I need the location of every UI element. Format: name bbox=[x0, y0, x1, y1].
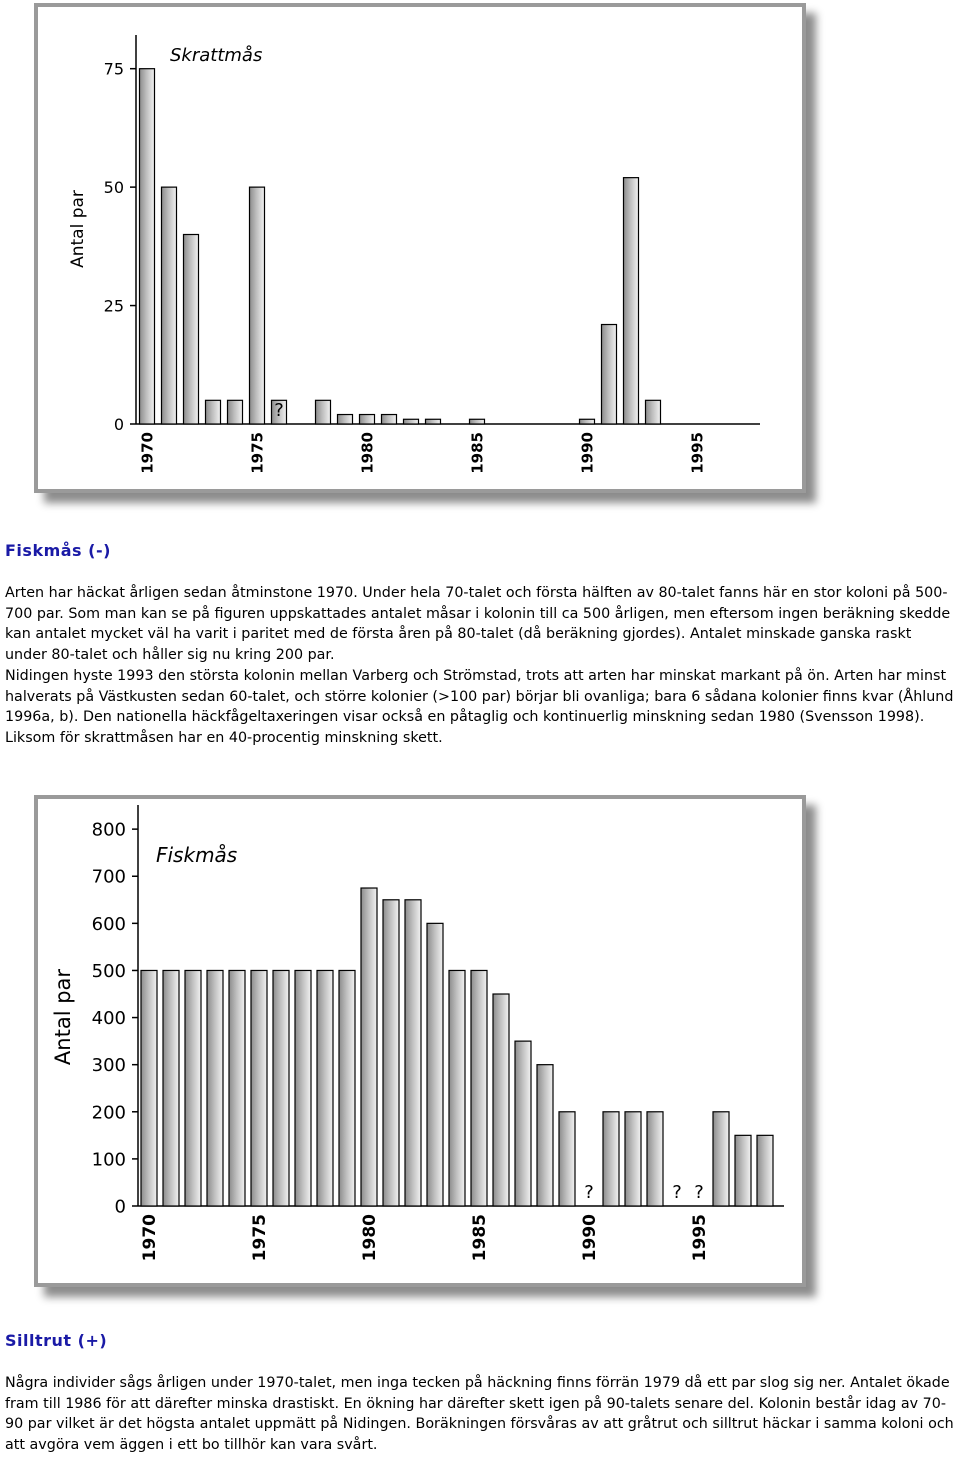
y-tick-label: 700 bbox=[91, 866, 126, 888]
bar bbox=[163, 970, 179, 1206]
x-tick-label: 1970 bbox=[140, 1214, 161, 1262]
bar bbox=[360, 415, 375, 424]
bar bbox=[470, 419, 485, 424]
x-tick-label: 1975 bbox=[248, 432, 267, 474]
unknown-value-marker: ? bbox=[584, 1182, 594, 1203]
x-tick-label: 1975 bbox=[250, 1214, 271, 1262]
fiskmas-chart bbox=[34, 795, 806, 1287]
bar bbox=[207, 970, 223, 1206]
bar bbox=[405, 900, 421, 1206]
bar bbox=[383, 900, 399, 1206]
y-tick-label: 200 bbox=[91, 1102, 126, 1124]
section-paragraph-fiskmas-1: Arten har häckat årligen sedan åtminstone 1970. Under hela 70-talet och första hälften av 80-talet fanns här en stor koloni på 500-700 par. Som man kan se på figuren uppskattades antalet måsar i kolonin till ca 500 årligen, men eftersom ingen beräkning skedde kan antalet mycket väl ha varit i paritet med de första åren på 80-talet (då beräkning gjordes). Antalet minskade ganska raskt under 80-talet och håller sig nu kring 200 par. bbox=[5, 585, 951, 663]
bar bbox=[295, 970, 311, 1206]
bar bbox=[646, 400, 661, 424]
bar bbox=[251, 970, 267, 1206]
x-tick-label: 1990 bbox=[580, 1214, 601, 1262]
bar bbox=[580, 419, 595, 424]
bar bbox=[404, 419, 419, 424]
bar bbox=[449, 970, 465, 1206]
bar bbox=[229, 970, 245, 1206]
bar bbox=[647, 1112, 663, 1206]
section-heading-fiskmas: Fiskmås (-) bbox=[5, 541, 111, 560]
y-axis-label: Antal par bbox=[68, 190, 88, 268]
bar bbox=[228, 400, 243, 424]
bar bbox=[361, 888, 377, 1206]
y-tick-label: 0 bbox=[114, 1196, 126, 1218]
skrattmas-chart-svg bbox=[38, 7, 802, 489]
x-tick-label: 1995 bbox=[688, 432, 707, 474]
bar bbox=[603, 1112, 619, 1206]
section-paragraph-silltrut-1: Några individer sågs årligen under 1970-talet, men inga tecken på häckning finns förrän 1979 då ett par slog sig ner. Antalet ökade fram till 1986 för att därefter minska drastiskt. En ökning har därefter skett igen på 90-talets senare del. Kolonin består idag av 70-90 par vilket är det högsta antalet uppmätt på Nidingen. Boräkningen försvåras av att gråtrut och silltrut häckar i samma koloni och att avgöra vem äggen i ett bo tillhör kan vara svårt. bbox=[5, 1375, 954, 1453]
bar bbox=[339, 970, 355, 1206]
bar bbox=[316, 400, 331, 424]
y-tick-label: 300 bbox=[91, 1055, 126, 1077]
bar bbox=[184, 235, 199, 425]
y-tick-label: 25 bbox=[103, 296, 124, 316]
bar bbox=[273, 970, 289, 1206]
bar bbox=[713, 1112, 729, 1206]
bar bbox=[537, 1065, 553, 1206]
y-tick-label: 50 bbox=[103, 177, 124, 197]
bar bbox=[426, 419, 441, 424]
unknown-value-marker: ? bbox=[672, 1182, 682, 1203]
bar bbox=[471, 970, 487, 1206]
chart-title: Skrattmås bbox=[170, 45, 263, 66]
section-heading-silltrut: Silltrut (+) bbox=[5, 1331, 108, 1350]
bar bbox=[185, 970, 201, 1206]
bar bbox=[602, 325, 617, 424]
bar bbox=[757, 1135, 773, 1206]
x-tick-label: 1985 bbox=[470, 1214, 491, 1262]
y-tick-label: 600 bbox=[91, 913, 126, 935]
y-tick-label: 400 bbox=[91, 1008, 126, 1030]
bar bbox=[625, 1112, 641, 1206]
x-tick-label: 1980 bbox=[358, 432, 377, 474]
bar bbox=[140, 69, 155, 424]
bar bbox=[624, 178, 639, 424]
bar bbox=[162, 187, 177, 424]
bar bbox=[141, 970, 157, 1206]
fiskmas-chart-svg bbox=[38, 799, 802, 1283]
chart-title: Fiskmås bbox=[156, 843, 238, 867]
x-tick-label: 1995 bbox=[690, 1214, 711, 1262]
y-axis-label: Antal par bbox=[51, 968, 75, 1066]
bar bbox=[493, 994, 509, 1206]
skrattmas-chart bbox=[34, 3, 806, 493]
bar bbox=[382, 415, 397, 424]
y-tick-label: 0 bbox=[113, 414, 124, 434]
x-tick-label: 1985 bbox=[468, 432, 487, 474]
bar bbox=[515, 1041, 531, 1206]
y-tick-label: 75 bbox=[103, 59, 124, 79]
x-tick-label: 1970 bbox=[138, 432, 157, 474]
bar bbox=[427, 923, 443, 1206]
bar bbox=[735, 1135, 751, 1206]
x-tick-label: 1990 bbox=[578, 432, 597, 474]
bar bbox=[559, 1112, 575, 1206]
y-tick-label: 500 bbox=[91, 960, 126, 982]
y-tick-label: 800 bbox=[91, 819, 126, 841]
bar bbox=[206, 400, 221, 424]
x-tick-label: 1980 bbox=[360, 1214, 381, 1262]
bar bbox=[317, 970, 333, 1206]
unknown-value-marker: ? bbox=[694, 1182, 704, 1203]
section-paragraph-fiskmas-2: Nidingen hyste 1993 den största kolonin mellan Varberg och Strömstad, trots att arten har minskat markant på ön. Arten har minst halverats på Västkusten sedan 60-talet, och större kolonier (>100 par) börjar bli ovanliga; bara 6 sådana kolonier finns kvar (Åhlund 1996a, b). Den nationella häckfågeltaxeringen visar också en påtaglig och kontinuerlig minskning sedan 1980 (Svensson 1998). Liksom för skrattmåsen har en 40-procentig minskning skett. bbox=[5, 668, 954, 746]
y-tick-label: 100 bbox=[91, 1149, 126, 1171]
bar bbox=[250, 187, 265, 424]
unknown-value-marker: ? bbox=[274, 400, 284, 421]
bar bbox=[338, 415, 353, 424]
